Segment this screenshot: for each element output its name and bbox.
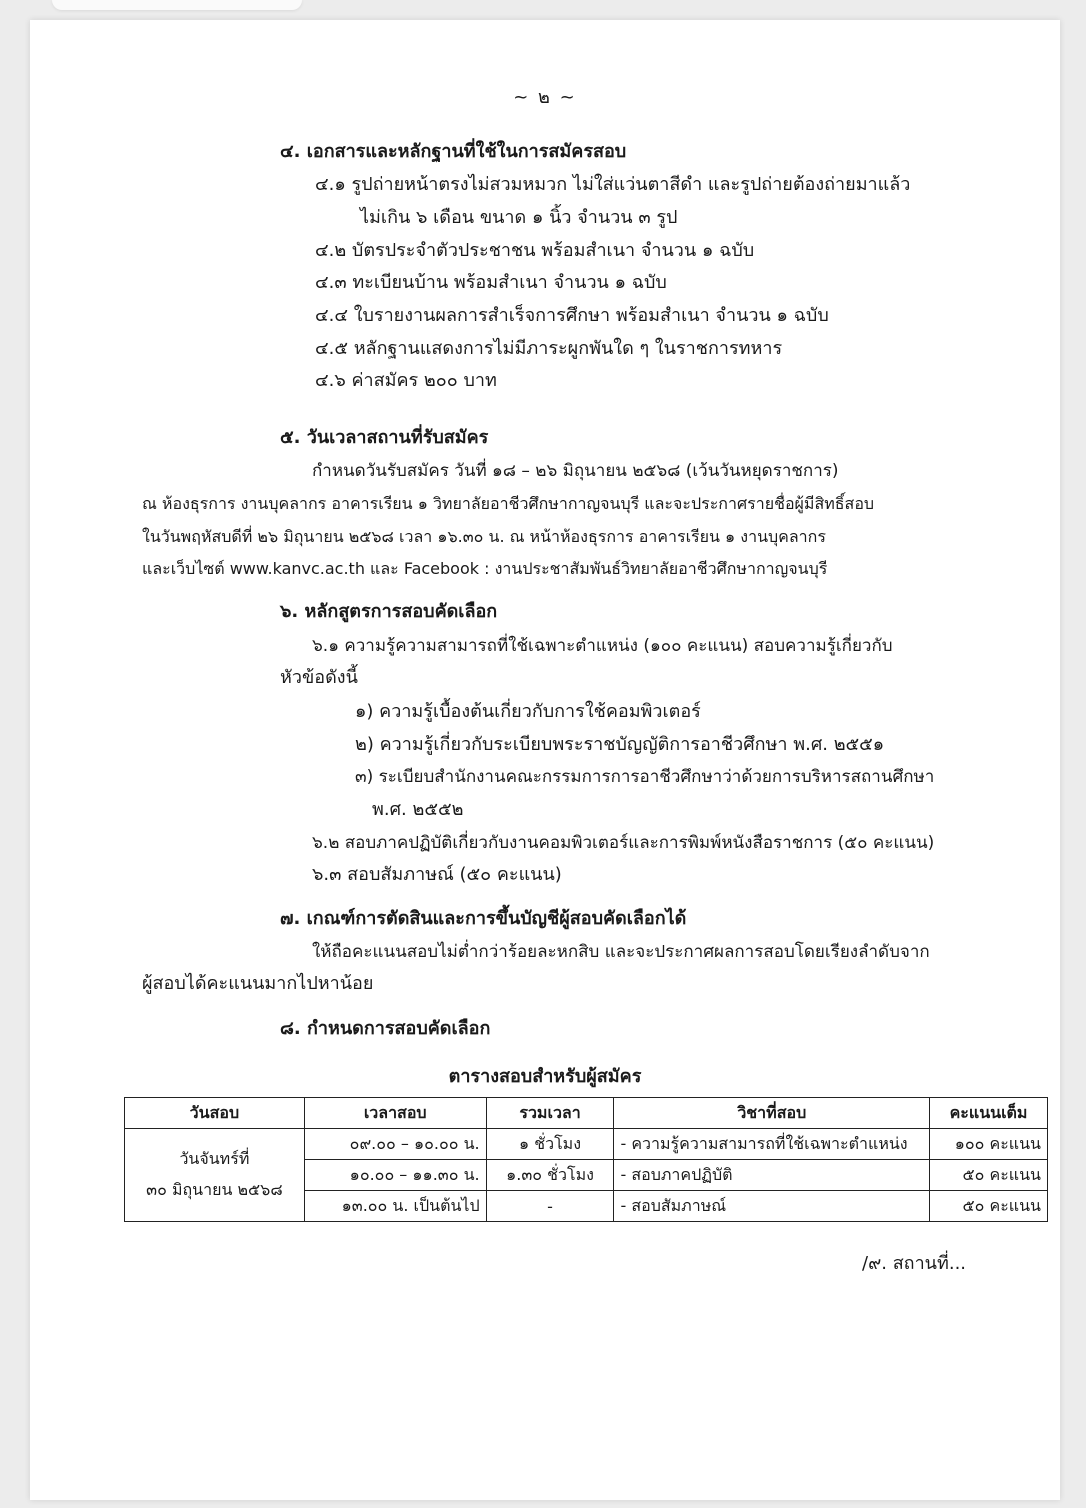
time-cell: ๐๙.๐๐ – ๑๐.๐๐ น. (304, 1129, 486, 1160)
exam-schedule-table (124, 1097, 1048, 1222)
section4-item1-line1: ๔.๑ รูปถ่ายหน้าตรงไม่สวมหมวก ไม่ใส่แว่นตาสีดำ และรูปถ่ายต้องถ่ายมาแล้ว (315, 174, 911, 195)
col-header-subject: วิชาที่สอบ (614, 1098, 930, 1129)
section7-line1: ให้ถือคะแนนสอบไม่ต่ำกว่าร้อยละหกสิบ และจะประกาศผลการสอบโดยเรียงลำดับจาก (312, 942, 930, 962)
section4-item5: ๔.๕ หลักฐานแสดงการไม่มีภาระผูกพันใด ๆ ในราชการทหาร (315, 338, 783, 359)
document-page (30, 20, 1060, 1500)
subject-cell: - สอบสัมภาษณ์ (614, 1191, 930, 1222)
section7-line2: ผู้สอบได้คะแนนมากไปหาน้อย (142, 973, 374, 994)
score-cell: ๕๐ คะแนน (930, 1191, 1048, 1222)
section5-line1: กำหนดวันรับสมัคร วันที่ ๑๘ – ๒๖ มิถุนายน ๒๕๖๘ (เว้นวันหยุดราชการ) (312, 461, 839, 481)
section6-sub3-line1: ๓) ระเบียบสำนักงานคณะกรรมการการอาชีวศึกษาว่าด้วยการบริหารสถานศึกษา (355, 767, 935, 787)
section7-heading: ๗. เกณฑ์การตัดสินและการขึ้นบัญชีผู้สอบคัดเลือกได้ (280, 908, 687, 929)
table-title: ตารางสอบสำหรับผู้สมัคร (448, 1066, 642, 1087)
section4-item6: ๔.๖ ค่าสมัคร ๒๐๐ บาท (315, 370, 497, 391)
section6-heading: ๖. หลักสูตรการสอบคัดเลือก (280, 601, 498, 622)
section6-sub2: ๒) ความรู้เกี่ยวกับระเบียบพระราชบัญญัติการอาชีวศึกษา พ.ศ. ๒๕๕๑ (355, 734, 885, 755)
section5-heading: ๕. วันเวลาสถานที่รับสมัคร (280, 427, 489, 448)
next-page-footer: /๙. สถานที่... (862, 1253, 967, 1274)
section6-item2: ๖.๒ สอบภาคปฏิบัติเกี่ยวกับงานคอมพิวเตอร์และการพิมพ์หนังสือราชการ (๕๐ คะแนน) (312, 833, 935, 853)
section6-sub3-line2: พ.ศ. ๒๕๕๒ (372, 799, 464, 820)
exam-day-line2: ๓๐ มิถุนายน ๒๕๖๘ (146, 1180, 283, 1199)
subject-cell: - สอบภาคปฏิบัติ (614, 1160, 930, 1191)
page-number: ~ ๒ ~ (513, 87, 577, 108)
top-tab-shadow (52, 0, 302, 10)
section4-item4: ๔.๔ ใบรายงานผลการสำเร็จการศึกษา พร้อมสำเนา จำนวน ๑ ฉบับ (315, 305, 829, 326)
section4-item3: ๔.๓ ทะเบียนบ้าน พร้อมสำเนา จำนวน ๑ ฉบับ (315, 272, 667, 293)
section4-item1-line2: ไม่เกิน ๖ เดือน ขนาด ๑ นิ้ว จำนวน ๓ รูป (360, 207, 678, 228)
score-cell: ๕๐ คะแนน (930, 1160, 1048, 1191)
section5-line3: ในวันพฤหัสบดีที่ ๒๖ มิถุนายน ๒๕๖๘ เวลา ๑๖.๓๐ น. ณ หน้าห้องธุรการ อาคารเรียน ๑ งานบุคลากร (142, 527, 826, 546)
section4-heading: ๔. เอกสารและหลักฐานที่ใช้ในการสมัครสอบ (280, 141, 627, 162)
subject-cell: - ความรู้ความสามารถที่ใช้เฉพาะตำแหน่ง (614, 1129, 930, 1160)
exam-day-cell (125, 1129, 305, 1222)
section4-item2: ๔.๒ บัตรประจำตัวประชาชน พร้อมสำเนา จำนวน ๑ ฉบับ (315, 240, 755, 261)
table-row (125, 1129, 1048, 1160)
time-cell: ๑๐.๐๐ – ๑๑.๓๐ น. (304, 1160, 486, 1191)
section6-item1-line2: หัวข้อดังนี้ (280, 667, 358, 688)
table-header-row (125, 1098, 1048, 1129)
time-cell: ๑๓.๐๐ น. เป็นต้นไป (304, 1191, 486, 1222)
duration-cell: ๑ ชั่วโมง (486, 1129, 614, 1160)
score-cell: ๑๐๐ คะแนน (930, 1129, 1048, 1160)
col-header-day: วันสอบ (125, 1098, 305, 1129)
section5-line4: และเว็บไซต์ www.kanvc.ac.th และ Facebook : งานประชาสัมพันธ์วิทยาลัยอาชีวศึกษากาญจนบุรี (142, 559, 828, 578)
section6-sub1: ๑) ความรู้เบื้องต้นเกี่ยวกับการใช้คอมพิวเตอร์ (355, 701, 701, 722)
duration-cell: - (486, 1191, 614, 1222)
section5-line2: ณ ห้องธุรการ งานบุคลากร อาคารเรียน ๑ วิทยาลัยอาชีวศึกษากาญจนบุรี และจะประกาศรายชื่อผู้มีสิทธิ์สอบ (142, 494, 875, 513)
col-header-time: เวลาสอบ (304, 1098, 486, 1129)
duration-cell: ๑.๓๐ ชั่วโมง (486, 1160, 614, 1191)
section6-item1-line1: ๖.๑ ความรู้ความสามารถที่ใช้เฉพาะตำแหน่ง (๑๐๐ คะแนน) สอบความรู้เกี่ยวกับ (312, 636, 893, 656)
section6-item3: ๖.๓ สอบสัมภาษณ์ (๕๐ คะแนน) (312, 864, 562, 885)
section8-heading: ๘. กำหนดการสอบคัดเลือก (280, 1018, 491, 1039)
col-header-duration: รวมเวลา (486, 1098, 614, 1129)
exam-day-line1: วันจันทร์ที่ (179, 1149, 250, 1168)
col-header-score: คะแนนเต็ม (930, 1098, 1048, 1129)
